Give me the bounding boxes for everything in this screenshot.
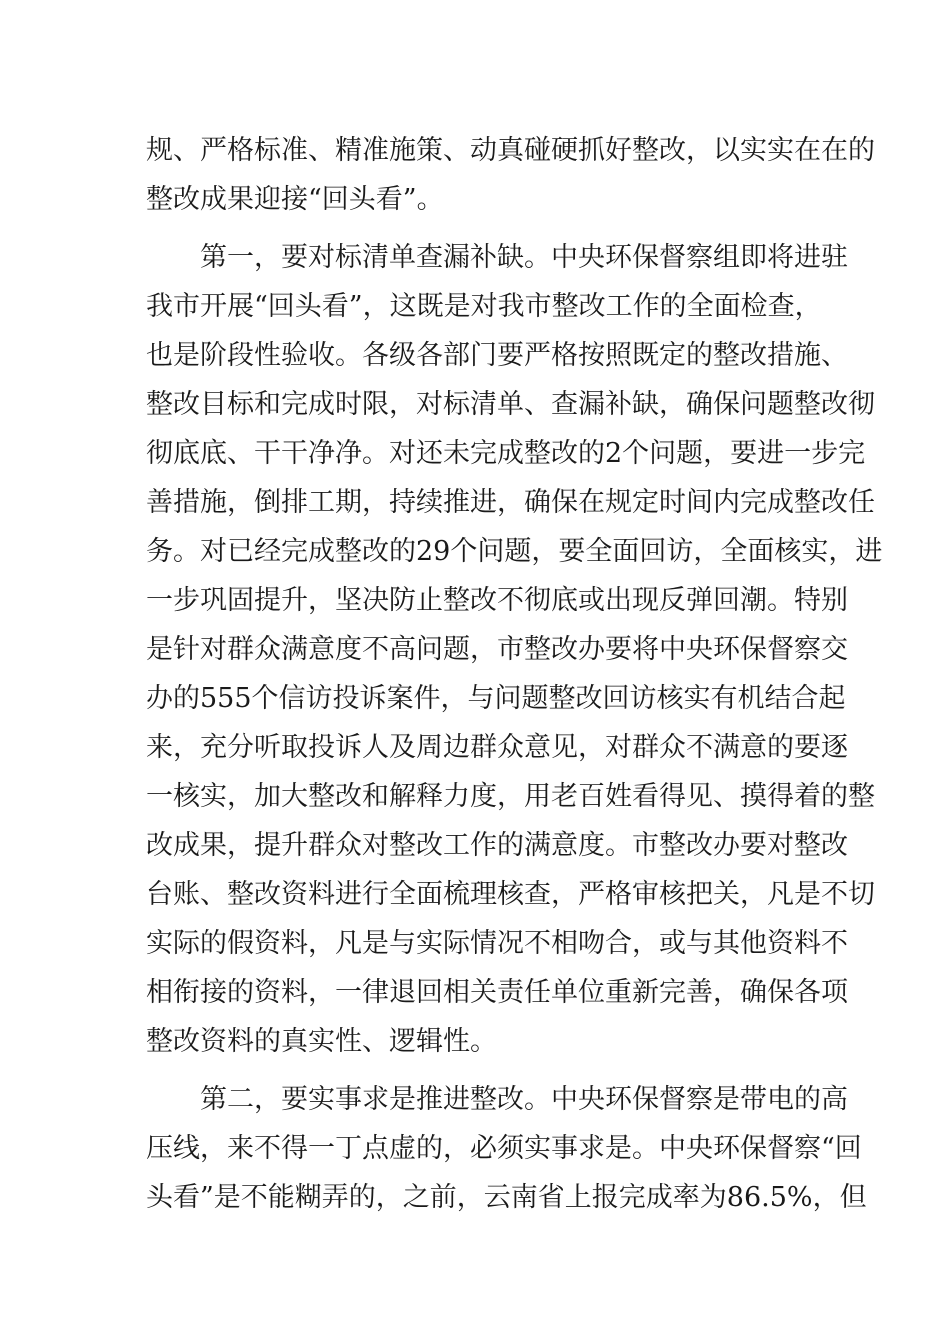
text-line: 压线，来不得一丁点虚的，必须实事求是。中央环保督察“回 <box>146 1133 862 1164</box>
paragraph-first-line: 第一，要对标清单查漏补缺。中央环保督察组即将进驻 <box>200 242 848 273</box>
text-line: 务。对已经完成整改的29个问题，要全面回访，全面核实，进 <box>146 536 883 567</box>
text-line: 也是阶段性验收。各级各部门要严格按照既定的整改措施、 <box>146 340 848 371</box>
text-line: 头看”是不能糊弄的，之前，云南省上报完成率为86.5%，但 <box>146 1182 867 1213</box>
paragraph-first-line: 第二，要实事求是推进整改。中央环保督察是带电的高 <box>200 1084 848 1115</box>
text-line: 改成果，提升群众对整改工作的满意度。市整改办要对整改 <box>146 830 848 861</box>
text-line: 彻底底、干干净净。对还未完成整改的2个问题，要进一步完 <box>146 438 866 469</box>
text-line: 整改成果迎接“回头看”。 <box>146 184 444 215</box>
text-line: 善措施，倒排工期，持续推进，确保在规定时间内完成整改任 <box>146 487 875 518</box>
document-body <box>146 126 883 1222</box>
text-line: 来，充分听取投诉人及周边群众意见，对群众不满意的要逐 <box>146 732 848 763</box>
text-line: 一步巩固提升，坚决防止整改不彻底或出现反弹回潮。特别 <box>146 585 848 616</box>
text-line: 台账、整改资料进行全面梳理核查，严格审核把关，凡是不切 <box>146 879 875 910</box>
paragraph-gap <box>146 224 804 233</box>
text-line: 整改目标和完成时限，对标清单、查漏补缺，确保问题整改彻 <box>146 389 875 420</box>
text-line: 整改资料的真实性、逻辑性。 <box>146 1026 497 1057</box>
text-line: 办的555个信访投诉案件，与问题整改回访核实有机结合起 <box>146 683 846 714</box>
text-line: 一核实，加大整改和解释力度，用老百姓看得见、摸得着的整 <box>146 781 875 812</box>
text-line: 是针对群众满意度不高问题，市整改办要将中央环保督察交 <box>146 634 848 665</box>
text-line: 相衔接的资料，一律退回相关责任单位重新完善，确保各项 <box>146 977 848 1008</box>
paragraph-gap <box>146 1066 804 1075</box>
text-line: 我市开展“回头看”，这既是对我市整改工作的全面检查， <box>146 291 822 322</box>
text-line: 规、严格标准、精准施策、动真碰硬抓好整改，以实实在在的 <box>146 135 875 166</box>
text-line: 实际的假资料，凡是与实际情况不相吻合，或与其他资料不 <box>146 928 848 959</box>
